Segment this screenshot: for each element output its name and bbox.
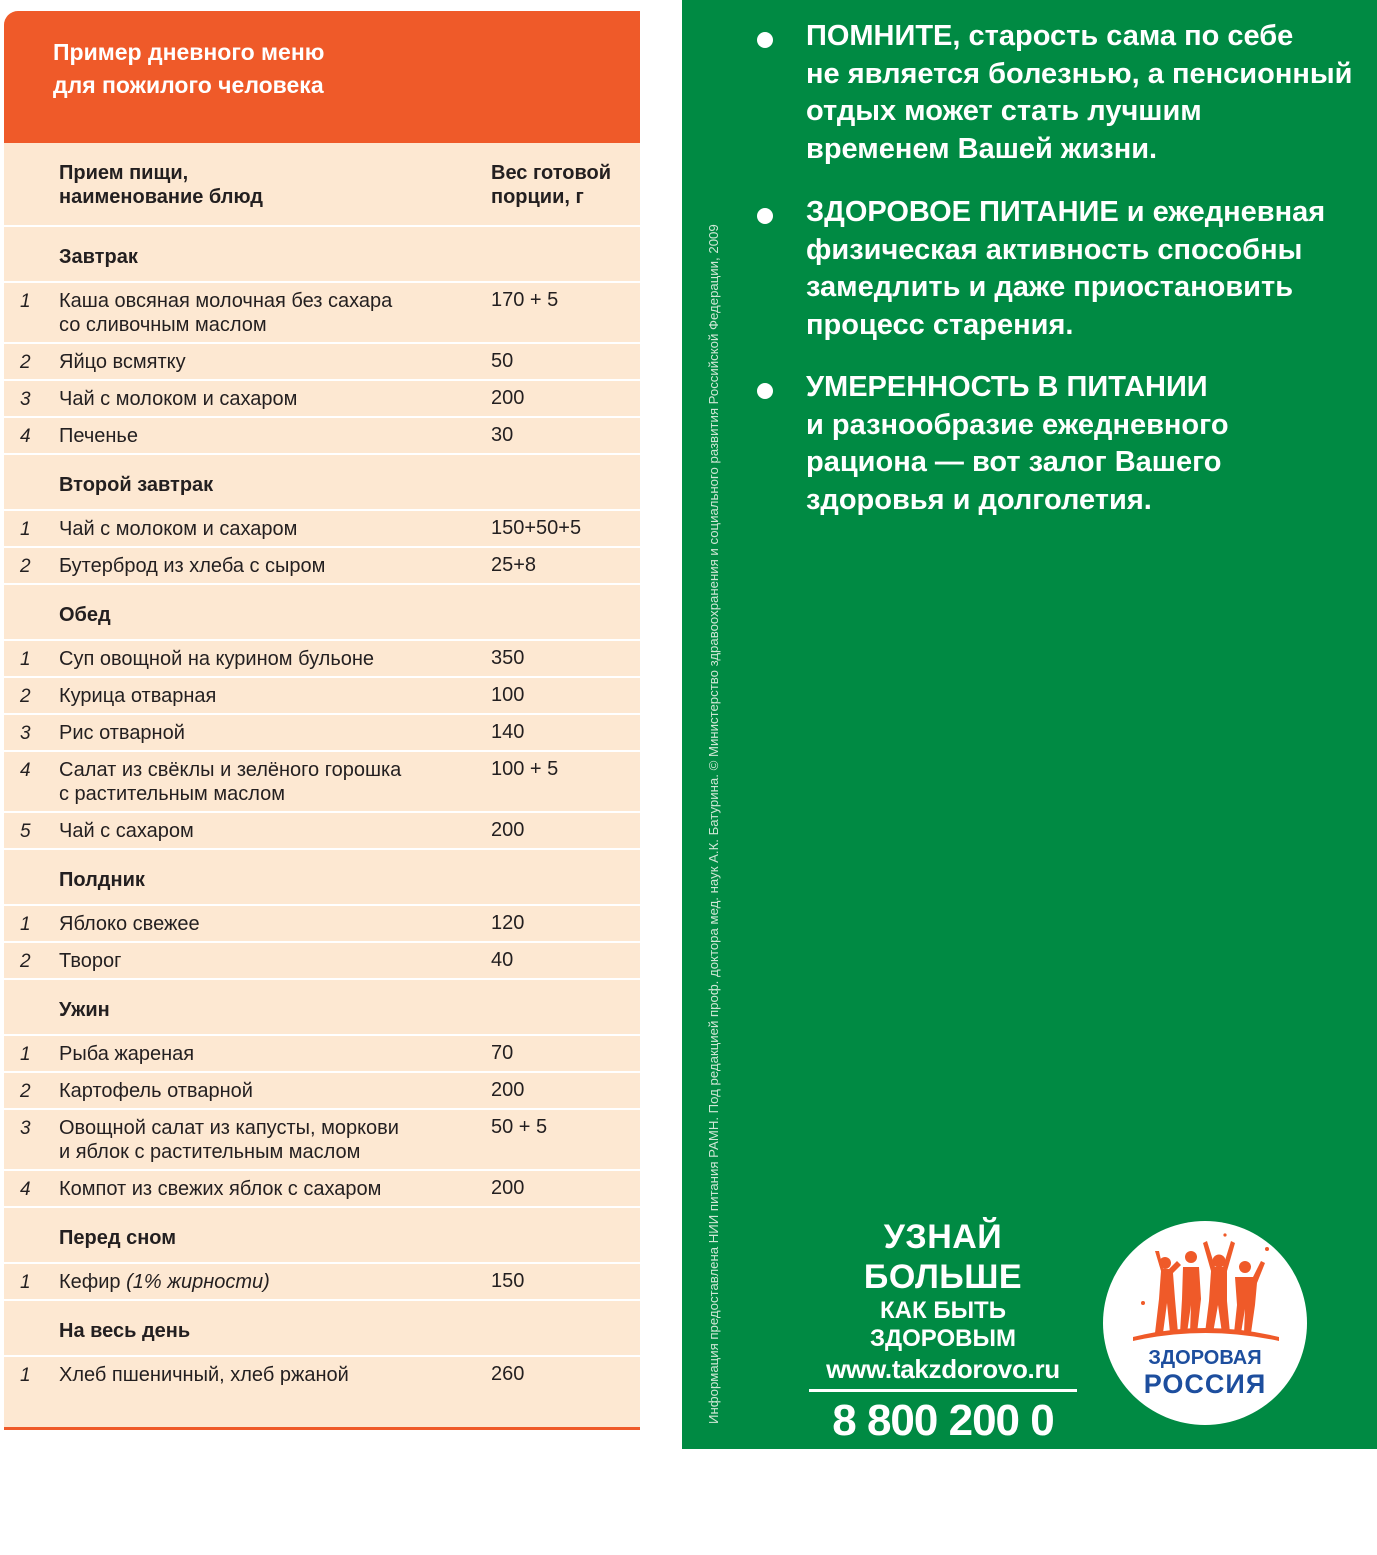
promo-how-to: КАК БЫТЬ ЗДОРОВЫМ [870, 1297, 1016, 1352]
portion-weight: 40 [491, 949, 514, 971]
menu-table [4, 11, 640, 1430]
dish-name: Творог [59, 950, 122, 972]
dish-name: Картофель отварной [59, 1080, 253, 1102]
promo-phone[interactable]: 8 800 200 0 200 [832, 1396, 1054, 1491]
menu-item-row [4, 281, 640, 342]
dish-name: Чай с молоком и сахаром [59, 388, 298, 410]
portion-weight: 100 [491, 684, 525, 706]
item-number: 1 [20, 1272, 31, 1293]
divider [809, 1494, 1077, 1497]
bullet-healthy-eating: ЗДОРОВОЕ ПИТАНИЕ и ежедневная физическая активность способны замедлить и даже приостановить процесс старения. [806, 194, 1371, 344]
menu-item-row [4, 416, 640, 453]
dish-name: Яйцо всмятку [59, 351, 186, 373]
portion-weight: 50 [491, 350, 514, 372]
dish-name: Чай с молоком и сахаром [59, 518, 298, 540]
menu-item-row [4, 1108, 640, 1169]
item-number: 1 [20, 649, 31, 670]
dish-name: Бутерброд из хлеба с сыром [59, 555, 326, 577]
portion-weight: 260 [491, 1363, 525, 1385]
bullet-dot-icon [757, 383, 773, 399]
dish-name: Рыба жареная [59, 1043, 195, 1065]
menu-item-row [4, 342, 640, 379]
menu-item-row [4, 1034, 640, 1071]
divider [809, 1389, 1077, 1392]
portion-weight: 200 [491, 1177, 525, 1199]
meal-section-row [4, 848, 640, 904]
menu-item-row [4, 1071, 640, 1108]
dish-name: Курица отварная [59, 685, 217, 707]
portion-weight: 350 [491, 647, 525, 669]
item-number: 1 [20, 519, 31, 540]
dish-name: Печенье [59, 425, 138, 447]
item-number: 3 [20, 723, 31, 744]
item-number: 2 [20, 352, 31, 373]
column-header-row [4, 143, 640, 225]
dish-name: Овощной салат из капусты, моркови и яблок с растительным маслом [59, 1117, 399, 1163]
portion-weight: 100 + 5 [491, 758, 559, 780]
dish-name: Кефир (1% жирности) [59, 1271, 270, 1293]
meal-name: Ужин [59, 999, 110, 1021]
dish-name: Яблоко свежее [59, 913, 200, 935]
item-number: 1 [20, 291, 31, 312]
column-header-weight: Вес готовой порции, г [491, 162, 612, 208]
portion-weight: 200 [491, 387, 525, 409]
portion-weight: 70 [491, 1042, 514, 1064]
menu-item-row [4, 639, 640, 676]
portion-weight: 150+50+5 [491, 517, 582, 539]
dish-note: (1% жирности) [126, 1271, 270, 1293]
credit-text: Информация предоставлена НИИ питания РАМН. Под редакцией проф. доктора мед. наук А.К. Батурина. © Министерство здравоохранения и социального развития Российской Федерации, 2009 [706, 224, 721, 1424]
menu-item-row [4, 750, 640, 811]
portion-weight: 30 [491, 424, 514, 446]
meal-section-row [4, 1206, 640, 1262]
portion-weight: 120 [491, 912, 525, 934]
portion-weight: 25+8 [491, 554, 537, 576]
meal-name: Завтрак [59, 246, 138, 268]
item-number: 4 [20, 1179, 31, 1200]
dish-name: Хлеб пшеничный, хлеб ржаной [59, 1364, 349, 1386]
item-number: 4 [20, 760, 31, 781]
people-cheering-icon [1103, 1221, 1307, 1351]
menu-item-row [4, 379, 640, 416]
portion-weight: 140 [491, 721, 525, 743]
zdorovaya-rossiya-logo [1103, 1221, 1307, 1425]
bullet-dot-icon [757, 208, 773, 224]
portion-weight: 200 [491, 819, 525, 841]
meal-name: Полдник [59, 869, 145, 891]
menu-item-row [4, 941, 640, 978]
menu-item-row [4, 713, 640, 750]
menu-item-row [4, 676, 640, 713]
item-number: 3 [20, 1118, 31, 1139]
dish-name: Чай с сахаром [59, 820, 194, 842]
meal-name: Обед [59, 604, 111, 626]
menu-rows [4, 143, 640, 1392]
item-number: 1 [20, 1365, 31, 1386]
menu-item-row [4, 509, 640, 546]
menu-title: Пример дневного меню для пожилого человека [4, 11, 640, 143]
promo-block [809, 1217, 1077, 1555]
dish-name: Рис отварной [59, 722, 185, 744]
item-number: 2 [20, 686, 31, 707]
menu-item-row [4, 811, 640, 848]
menu-item-row [4, 904, 640, 941]
meal-section-row [4, 583, 640, 639]
meal-name: На весь день [59, 1320, 191, 1342]
item-number: 5 [20, 821, 31, 842]
logo-line-1: ЗДОРОВАЯ [1148, 1347, 1262, 1369]
item-number: 4 [20, 426, 31, 447]
item-number: 2 [20, 556, 31, 577]
meal-section-row [4, 453, 640, 509]
dish-name: Каша овсяная молочная без сахара со сливочным маслом [59, 290, 393, 336]
meal-section-row [4, 1299, 640, 1355]
bullet-moderation: УМЕРЕННОСТЬ В ПИТАНИИ и разнообразие ежедневного рациона — вот залог Вашего здоровья и долголетия. [806, 369, 1371, 519]
item-number: 3 [20, 389, 31, 410]
meal-name: Второй завтрак [59, 474, 214, 496]
item-number: 1 [20, 1044, 31, 1065]
portion-weight: 150 [491, 1270, 525, 1292]
menu-item-row [4, 546, 640, 583]
item-number: 2 [20, 1081, 31, 1102]
dish-name: Салат из свёклы и зелёного горошка с растительным маслом [59, 759, 402, 805]
dish-name: Компот из свежих яблок с сахаром [59, 1178, 382, 1200]
menu-item-row [4, 1262, 640, 1299]
promo-website-link[interactable]: www.takzdorovo.ru [826, 1354, 1060, 1384]
item-number: 2 [20, 951, 31, 972]
bullet-remember: ПОМНИТЕ, старость сама по себе не является болезнью, а пенсионный отдых может стать лучшим временем Вашей жизни. [806, 18, 1371, 168]
logo-line-2: РОССИЯ [1143, 1369, 1267, 1399]
portion-weight: 170 + 5 [491, 289, 559, 311]
menu-item-row [4, 1355, 640, 1392]
meal-section-row [4, 978, 640, 1034]
promo-learn-more: УЗНАЙ БОЛЬШЕ [863, 1218, 1023, 1296]
column-header-dish: Прием пищи, наименование блюд [59, 162, 263, 208]
item-number: 1 [20, 914, 31, 935]
menu-item-row [4, 1169, 640, 1206]
bullet-dot-icon [757, 32, 773, 48]
portion-weight: 50 + 5 [491, 1116, 548, 1138]
promo-slogan-2: Можешь только ты! [820, 1529, 1066, 1555]
portion-weight: 200 [491, 1079, 525, 1101]
meal-name: Перед сном [59, 1227, 177, 1249]
meal-section-row [4, 225, 640, 281]
promo-slogan-1: Дать шанс здоровью! [823, 1503, 1063, 1529]
dish-name: Суп овощной на курином бульоне [59, 648, 375, 670]
